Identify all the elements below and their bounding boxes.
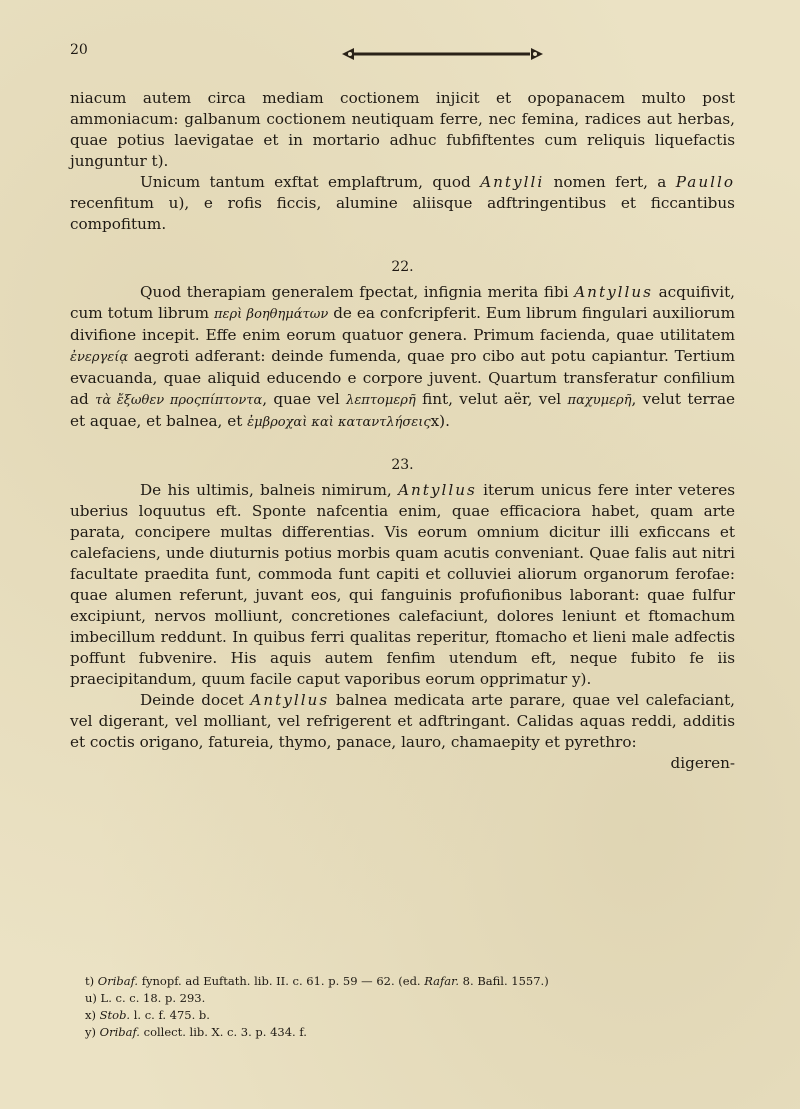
text-run: acquifivit, cum totum librum (70, 283, 735, 322)
catchword: digeren- (670, 754, 735, 772)
footnote-mark: t) (85, 974, 95, 988)
footnote-editor: Rafar. (424, 974, 460, 988)
author-name: Antyllus (574, 283, 653, 301)
paragraph (70, 480, 735, 690)
text-run: niacum autem circa mediam coctionem injicit et opopanacem multo post ammoniacum: galbanum coctionem neutiquam ferre, nec femina, radices aut herbas, quae potius laevigatae et in mortario adhuc fubfiftentes cum reliquis liquefactis junguntur (70, 89, 735, 170)
text-run: nomen fert, a (544, 173, 676, 191)
footnote (85, 1024, 685, 1041)
text-run: , quae vel (262, 390, 347, 408)
greek-term: ἐμβροχαὶ καὶ καταντλήσεις (247, 415, 431, 430)
footnote (85, 973, 685, 990)
greek-term: περὶ βοηθημάτων (214, 307, 329, 322)
text-run: Deinde docet (140, 691, 251, 709)
footnotes (85, 973, 685, 1041)
greek-term: λεπτομερῆ (346, 393, 416, 408)
greek-term: τὰ ἔξωθεν προςπίπτοντα (95, 393, 263, 408)
footnote-ref: x). (430, 412, 450, 430)
footnote-author: Oribaf. (97, 974, 139, 988)
greek-term: παχυμερῆ (567, 393, 632, 408)
header-ornament-icon (340, 47, 545, 61)
footnote-author: Stob. (99, 1008, 131, 1022)
text-run: , velut terrae et aquae, et balnea, et (70, 390, 735, 430)
text-run: De his ultimis, balneis nimirum, (140, 481, 399, 499)
footnote-ref: y). (571, 670, 592, 688)
footnote-ref: u) (168, 194, 185, 212)
footnote-text: collect. lib. X. c. 3. p. 434. f. (139, 1025, 307, 1039)
footnote (85, 990, 685, 1007)
footnote-text: l. c. f. 475. b. (130, 1008, 210, 1022)
section-number: 22. (391, 259, 414, 275)
author-name: Antyllus (398, 481, 477, 499)
text-run: aegroti adferant: deinde fumenda, quae pro cibo aut potu capiantur. Tertium evacuanda, quae aliquid educendo e corpore juvent. Quartum transferatur confilium ad (70, 347, 735, 408)
main-text (70, 88, 735, 774)
paragraph (70, 690, 735, 753)
paragraph (70, 88, 735, 172)
footnote-text: fynopf. ad Euftath. lib. II. c. 61. p. 59 — 62. (ed. (138, 974, 425, 988)
author-name: Antyllus (250, 691, 330, 709)
footnote-text: 8. Bafil. 1557.) (459, 974, 549, 988)
text-run: fint, velut aër, vel (415, 390, 568, 408)
text-run: Quod therapiam generalem fpectat, infignia merita fibi (140, 283, 575, 301)
author-name: Paullo (675, 173, 735, 191)
text-run: , e rofis ficcis, alumine aliisque adftringentibus et ficcantibus compofitum. (70, 194, 735, 233)
footnote-author: Oribaf. (99, 1025, 140, 1039)
author-name: Antylli (480, 173, 545, 191)
text-run: iterum unicus fere inter veteres uberius loquutus eft. Sponte nafcentia enim, quae efficaciora habet, quam arte parata, concipere multas differentias. Vis eorum omnium dicitur illi exficcans et calefaciens, unde diuturnis potius morbis quam acutis conveniant. Quae falis aut nitri facultate praedita funt, commoda funt capiti et colluviei aliorum organorum ferofae: quae alumen referunt, juvant eos, qui fanguinis profufionibus laborant: quae fulfur excipiunt, nervos molliunt, concretiones calefaciunt, dolores leniunt et ftomachum imbecillum reddunt. In quibus ferri qualitas reperitur, ftomacho et lieni male adfectis poffunt fubvenire. His aquis autem fenfim utendum eft, neque fubito fe iis praecipitandum, quum facile caput vaporibus eorum opprimatur (70, 481, 735, 688)
text-run: Unicum tantum exftat emplaftrum, quod (140, 173, 481, 191)
footnote-ref: t). (151, 152, 169, 170)
section-number: 23. (391, 457, 414, 473)
footnote-mark: x) (85, 1008, 96, 1022)
text-run: recenfitum (70, 194, 169, 212)
page-header (70, 44, 735, 64)
paragraph (70, 282, 735, 433)
footnote-mark: y) (85, 1025, 96, 1039)
footnote-text: L. c. c. 18. p. 293. (96, 991, 206, 1005)
page-number: 20 (70, 42, 88, 58)
text-run: balnea medicata arte parare, quae vel calefaciant, vel digerant, vel molliant, vel refrigerent et adftringant. Calidas aquas reddi, additis et coctis origano, fatureia, thymo, panace, lauro, chamaepity et pyrethro: (70, 691, 735, 751)
text-run: de ea confcripferit. Eum librum fingulari auxiliorum divifione incepit. Effe enim eorum quatuor genera. Primum facienda, quae utilitatem (70, 304, 735, 344)
footnote-mark: u) (85, 991, 97, 1005)
footnote (85, 1007, 685, 1024)
greek-term: ἐνεργείᾳ (70, 350, 129, 365)
paragraph (70, 172, 735, 235)
